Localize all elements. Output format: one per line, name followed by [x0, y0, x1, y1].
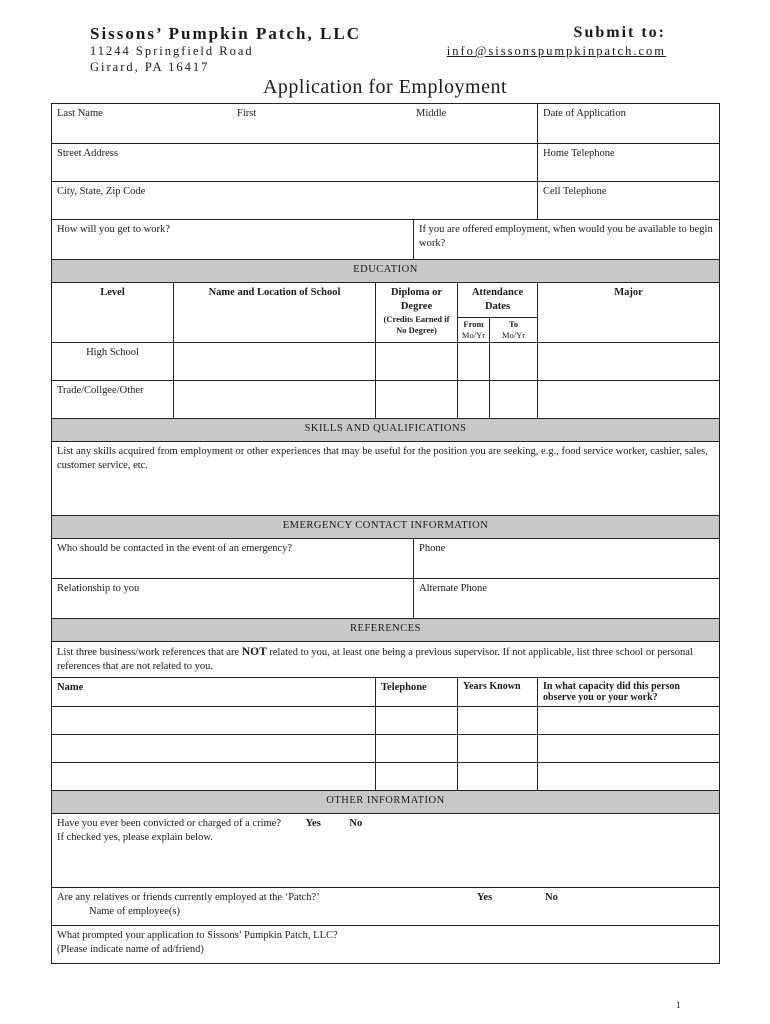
street-address-label: Street Address	[57, 148, 118, 159]
edu-col-diploma	[376, 283, 458, 343]
date-of-application-field[interactable]	[538, 104, 720, 144]
edu-hs-major-field[interactable]	[538, 343, 720, 381]
availability-field[interactable]	[414, 220, 720, 260]
ref-3-name-field[interactable]	[52, 763, 376, 791]
edu-col-from	[458, 318, 490, 343]
submit-label: Submit to:	[573, 24, 666, 41]
cell-telephone-field[interactable]	[538, 182, 720, 220]
ref-1-name-field[interactable]	[52, 707, 376, 735]
city-state-zip-field[interactable]	[52, 182, 538, 220]
ref-col-name: Name	[52, 678, 376, 707]
ref-3-capacity-field[interactable]	[538, 763, 720, 791]
emergency-phone-label: Phone	[419, 543, 446, 554]
conviction-explain: If checked yes, please explain below.	[57, 832, 213, 843]
edu-col-diploma-note: (Credits Earned if No Degree)	[383, 314, 450, 335]
form-title: Application for Employment	[262, 76, 508, 98]
edu-col-from-label: From	[463, 319, 484, 329]
edu-col-level: Level	[52, 283, 174, 343]
skills-heading: SKILLS AND QUALIFICATIONS	[52, 419, 720, 442]
alternate-phone-field[interactable]	[414, 579, 720, 619]
ref-col-years: Years Known	[458, 678, 538, 707]
availability-label: If you are offered employment, when would you be available to begin work?	[419, 224, 713, 249]
emergency-phone-field[interactable]	[414, 539, 720, 579]
home-telephone-label: Home Telephone	[543, 148, 615, 159]
relatives-field[interactable]	[52, 888, 720, 926]
edu-col-school: Name and Location of School	[174, 283, 376, 343]
edu-trade-from-field[interactable]	[458, 381, 490, 419]
references-prompt-b: related to you, at least one being a previous supervisor. If not applicable, list three school or personal references that are not related to you.	[57, 647, 693, 672]
address-line-2: Girard, PA 16417	[90, 60, 210, 74]
conviction-question-row	[57, 817, 714, 831]
skills-prompt: List any skills acquired from employment or other experiences that may be useful for the position you are seeking, e.g., food service worker, cashier, sales, customer service, etc.	[57, 446, 708, 471]
ref-col-capacity: In what capacity did this person observe you or your work?	[538, 678, 720, 707]
page-number: 1	[676, 1000, 681, 1010]
ref-2-capacity-field[interactable]	[538, 735, 720, 763]
education-heading: EDUCATION	[52, 260, 720, 283]
conviction-no-option[interactable]: No	[349, 818, 363, 829]
address-line-1: 11244 Springfield Road	[90, 44, 254, 58]
cell-telephone-label: Cell Telephone	[543, 186, 607, 197]
edu-hs-school-field[interactable]	[174, 343, 376, 381]
alternate-phone-label: Alternate Phone	[419, 583, 487, 594]
transport-label: How will you get to work?	[57, 224, 170, 235]
references-prompt	[52, 642, 720, 678]
edu-hs-from-field[interactable]	[458, 343, 490, 381]
edu-col-attendance: Attendance Dates	[458, 283, 538, 318]
relationship-label: Relationship to you	[57, 583, 140, 594]
ref-1-capacity-field[interactable]	[538, 707, 720, 735]
date-of-application-label: Date of Application	[543, 108, 626, 119]
conviction-yes-option[interactable]: Yes	[305, 818, 321, 829]
conviction-question: Have you ever been convicted or charged of a crime?	[57, 818, 281, 829]
prompted-question: What prompted your application to Sissons’ Pumpkin Patch, LLC?	[57, 930, 338, 941]
ref-3-telephone-field[interactable]	[376, 763, 458, 791]
edu-row-trade: Trade/Collgee/Other	[52, 381, 174, 419]
ref-3-years-field[interactable]	[458, 763, 538, 791]
emergency-contact-field[interactable]	[52, 539, 414, 579]
ref-2-name-field[interactable]	[52, 735, 376, 763]
edu-hs-to-field[interactable]	[490, 343, 538, 381]
prompted-field[interactable]	[52, 926, 720, 964]
emergency-heading: EMERGENCY CONTACT INFORMATION	[52, 516, 720, 539]
edu-col-diploma-label: Diploma or Degree	[390, 287, 443, 312]
home-telephone-field[interactable]	[538, 144, 720, 182]
application-form	[51, 103, 720, 964]
ref-1-telephone-field[interactable]	[376, 707, 458, 735]
references-prompt-not: NOT	[241, 646, 267, 658]
edu-col-from-format: Mo/Yr	[461, 330, 486, 340]
middle-name-label: Middle	[416, 108, 447, 119]
conviction-field[interactable]	[52, 814, 720, 888]
email-link[interactable]: info@sissonspumpkinpatch.com	[446, 44, 666, 58]
employee-name-label: Name of employee(s)	[89, 906, 180, 917]
street-address-field[interactable]	[52, 144, 538, 182]
city-state-zip-label: City, State, Zip Code	[57, 186, 146, 197]
references-prompt-a: List three business/work references that are	[57, 647, 242, 658]
edu-trade-major-field[interactable]	[538, 381, 720, 419]
prompted-indicate: (Please indicate name of ad/friend)	[57, 944, 204, 955]
edu-col-to	[490, 318, 538, 343]
edu-col-major: Major	[538, 283, 720, 343]
first-name-label: First	[237, 108, 257, 119]
edu-trade-to-field[interactable]	[490, 381, 538, 419]
transport-field[interactable]	[52, 220, 414, 260]
relatives-no-option[interactable]: No	[545, 892, 558, 903]
edu-trade-school-field[interactable]	[174, 381, 376, 419]
edu-hs-diploma-field[interactable]	[376, 343, 458, 381]
name-field[interactable]	[52, 104, 538, 144]
company-name: Sissons’ Pumpkin Patch, LLC	[90, 24, 361, 43]
edu-col-to-format: Mo/Yr	[501, 330, 526, 340]
edu-row-high-school: High School	[52, 343, 174, 381]
last-name-label: Last Name	[57, 108, 103, 119]
ref-1-years-field[interactable]	[458, 707, 538, 735]
edu-trade-diploma-field[interactable]	[376, 381, 458, 419]
edu-col-to-label: To	[508, 319, 519, 329]
relationship-field[interactable]	[52, 579, 414, 619]
ref-2-years-field[interactable]	[458, 735, 538, 763]
ref-col-telephone: Telephone	[376, 678, 458, 707]
relatives-yes-option[interactable]: Yes	[477, 892, 493, 903]
relatives-question: Are any relatives or friends currently employed at the ‘Patch?’	[57, 892, 320, 903]
skills-field[interactable]	[52, 442, 720, 516]
other-heading: OTHER INFORMATION	[52, 791, 720, 814]
emergency-contact-label: Who should be contacted in the event of an emergency?	[57, 543, 293, 554]
ref-2-telephone-field[interactable]	[376, 735, 458, 763]
references-heading: REFERENCES	[52, 619, 720, 642]
